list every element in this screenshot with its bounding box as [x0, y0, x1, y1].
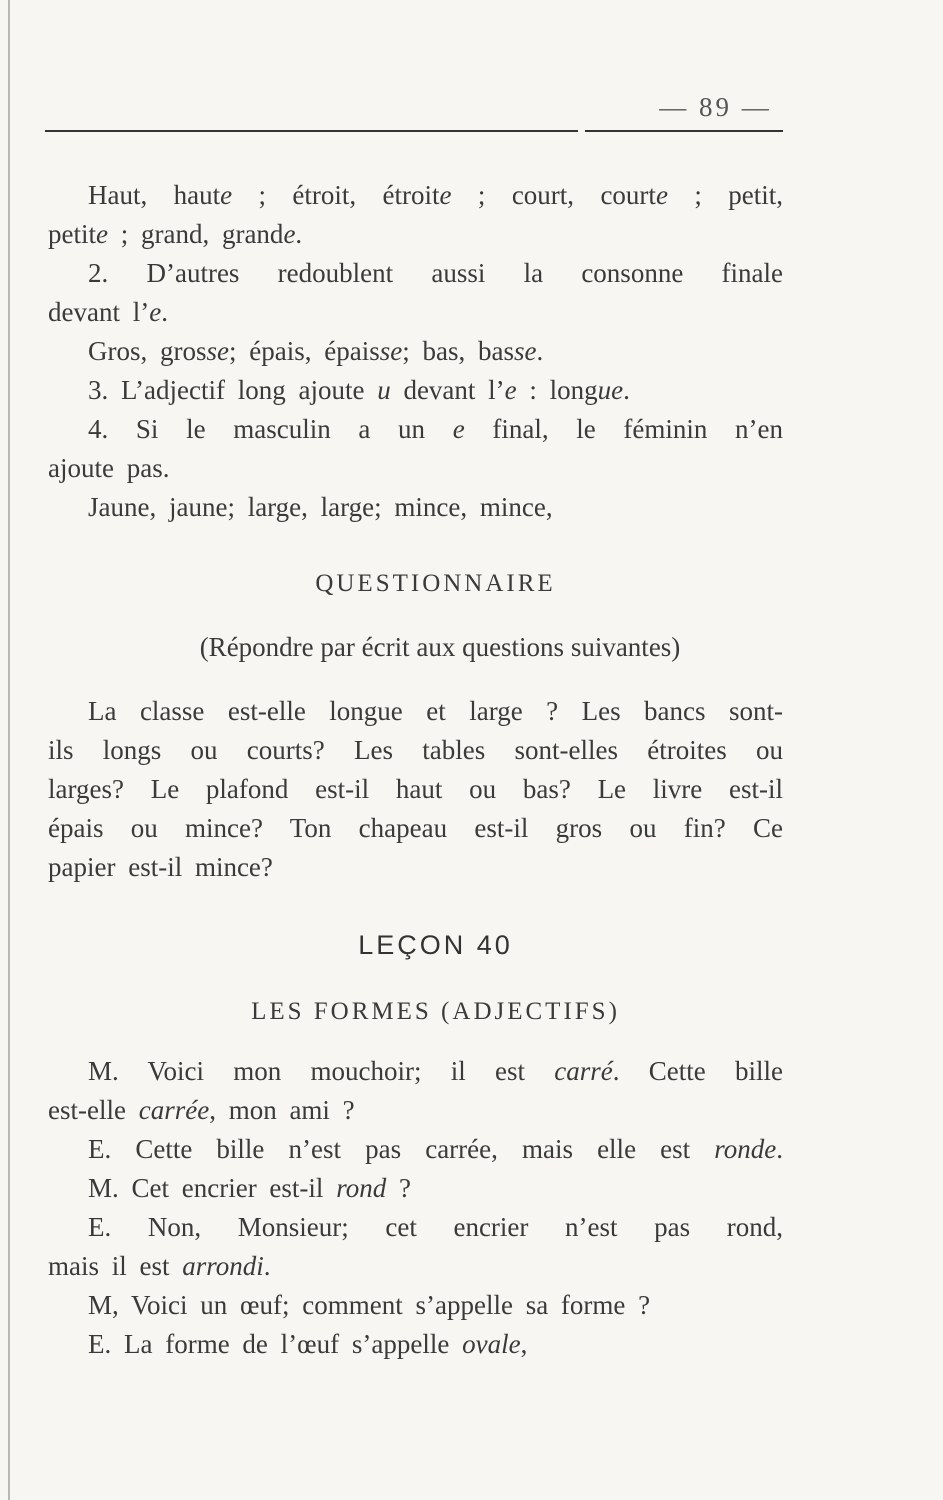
question-line: La classe est-elle longue et large ? Les bancs sont-: [88, 696, 783, 726]
lesson-subtitle: LES FORMES (ADJECTIFS): [251, 998, 620, 1025]
header-rule-long: [45, 130, 578, 132]
dialogue-line: est-elle carrée, mon ami ?: [48, 1095, 355, 1125]
question-line: papier est-il mince?: [48, 852, 273, 882]
dialogue-line: M. Voici mon mouchoir; il est carré. Cette bille: [88, 1056, 783, 1086]
rule-2-line: 2. D’autres redoublent aussi la consonne finale: [88, 258, 783, 288]
text-line: petite ; grand, grande.: [48, 219, 303, 249]
dialogue-line: E. Cette bille n’est pas carrée, mais elle est ronde.: [88, 1134, 783, 1164]
rule-4-line: 4. Si le masculin a un e final, le féminin n’en: [88, 414, 784, 444]
dialogue-line: E. Non, Monsieur; cet encrier n’est pas rond,: [88, 1212, 783, 1242]
page-binding-edge: [8, 0, 10, 1500]
questionnaire-title: QUESTIONNAIRE: [315, 570, 556, 597]
lesson-dialogue: [48, 1052, 783, 1364]
question-line: larges? Le plafond est-il haut ou bas? Le livre est-il: [48, 774, 783, 804]
question-line: ils longs ou courts? Les tables sont-elles étroites ou: [48, 735, 783, 765]
text-line: ajoute pas.: [48, 453, 170, 483]
dialogue-line: mais il est arrondi.: [48, 1251, 271, 1281]
dialogue-line: M, Voici un œuf; comment s’appelle sa forme ?: [88, 1290, 651, 1320]
text-line: Gros, grosse; épais, épaisse; bas, basse.: [88, 336, 544, 366]
text-line: Jaune, jaune; large, large; mince, mince,: [88, 492, 553, 522]
page-header: [0, 0, 943, 140]
lesson-title: LEÇON 40: [358, 930, 513, 960]
rule-3-line: 3. L’adjectif long ajoute u devant l’e : longue.: [88, 375, 630, 405]
adjective-rules-section: [48, 176, 784, 527]
questionnaire-questions: [48, 692, 783, 887]
header-rule-short: [585, 130, 783, 132]
questionnaire-subtitle: (Répondre par écrit aux questions suivantes): [199, 632, 681, 662]
page-number: — 89 —: [659, 92, 772, 122]
text-line: devant l’e.: [48, 297, 168, 327]
dialogue-line: M. Cet encrier est-il rond ?: [88, 1173, 411, 1203]
text-line: Haut, haute ; étroit, étroite ; court, courte ; petit,: [88, 180, 783, 210]
dialogue-line: E. La forme de l’œuf s’appelle ovale,: [88, 1329, 528, 1359]
question-line: épais ou mince? Ton chapeau est-il gros ou fin? Ce: [48, 813, 783, 843]
